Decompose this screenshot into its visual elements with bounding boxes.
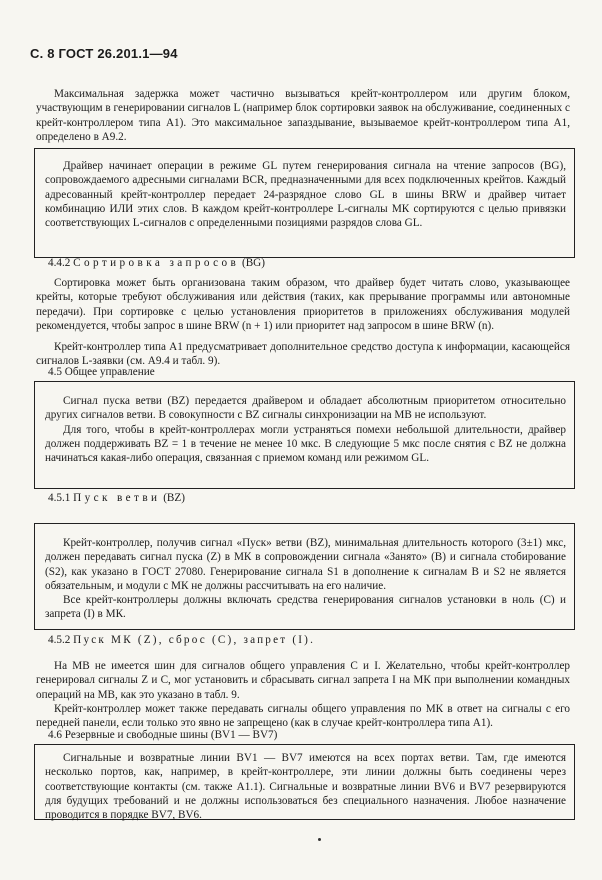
section-heading-4-6: 4.6 Резервные и свободные шины (BV1 — BV7): [48, 729, 278, 741]
section-number: 4.4.2: [48, 257, 71, 269]
boxed-paragraph: Для того, чтобы в крейт-контроллерах могли устраняться помехи небольшой длительности, драйвер должен поддерживать BZ = 1 в течение не менее 10 мкс. В следующие 5 мкс после снятия с BZ не должна начинаться какая-либо операция, связанная с приемом команд или режимом GL.: [45, 423, 566, 465]
boxed-paragraph: Сигнальные и возвратные линии BV1 — BV7 имеются на всех портах ветви. Там, где имеются несколько портов, как, например, в крейт-контроллере, эти линии должны быть соединены через соответствующие контакты (см. также А1.1). Сигнальные и возвратные линии BV6 и BV7 резервируются для будущих требований и не должны использоваться без специального назначения. Любое назначение проводится в порядке BV7, BV6.: [45, 752, 566, 822]
section-title: Сортировка запросов: [73, 257, 240, 269]
section-title-tail: (BZ): [163, 492, 185, 504]
paragraph-sorting: Сортировка может быть организована таким образом, что драйвер будет читать слово, указывающее крейты, которые требуют обслуживания или действия (таких, как прерывание программы или автономные передачи). При сортировке с целью установления приоритетов в приложениях обслуживания модулей рекомендуется, чтобы запрос в шине BRW (n + 1) или приоритет над запросом в шине BRW (n).: [36, 277, 570, 332]
page-header: С. 8 ГОСТ 26.201.1—94: [30, 46, 178, 61]
paragraph-front-panel: Крейт-контроллер может также передавать сигналы общего управления по МК в ответ на сигналы с его передней панели, если только это явно не запрещено (как в случае крейт-контроллера типа А1).: [36, 703, 570, 730]
section-title: Пуск МК (Z), сброс (С), запрет (I).: [73, 634, 316, 646]
section-title-tail: (BG): [241, 257, 265, 269]
boxed-text-branch-start: [34, 381, 575, 489]
section-heading-4-5-2: [48, 634, 315, 646]
boxed-text-gl-mode: [34, 148, 575, 258]
paragraph-max-delay: Максимальная задержка может частично вызываться крейт-контроллером или другим блоком, участвующим в генерировании сигналов L (например блок сортировки заявок на обслуживание, соединенных с крейт-контроллером типа А1). Это максимальное запаздывание, вызываемое крейт-контроллером типа А1, определено в А9.2.: [36, 88, 570, 143]
boxed-text-reserve-lines: [34, 744, 575, 820]
boxed-paragraph: Сигнал пуска ветви (BZ) передается драйвером и обладает абсолютным приоритетом относительно других сигналов ветви. В совокупности с BZ сигналы синхронизации на МВ не используют.: [45, 395, 566, 422]
paragraph-mb-buses: На МВ не имеется шин для сигналов общего управления С и I. Желательно, чтобы крейт-контроллер генерировал сигналы Z и С, мог установить и сбрасывать сигнал запрета I на МК при выполнении командных операций на МВ, как это указано в табл. 9.: [36, 660, 570, 701]
boxed-text-crate-controller: [34, 523, 575, 630]
section-title: Пуск ветви: [73, 492, 161, 504]
page-speck: [318, 838, 321, 841]
boxed-paragraph: Крейт-контроллер, получив сигнал «Пуск» ветви (BZ), минимальная длительность которого (3±1) мкс, должен передавать сигнал пуска (Z) в МК в сопровождении сигнала «Занято» (В) и сигнала стобирование (S2), как указано в ГОСТ 27080. Генерирование сигнала S1 в дополнение к сигналам В и S2 не является обязательным, и модули с МК не должны рассчитывать на его наличие.: [45, 537, 566, 592]
section-number: 4.5.2: [48, 634, 71, 646]
boxed-paragraph: Драйвер начинает операции в режиме GL путем генерирования сигнала на чтение запросов (BG), сопровождаемого адресными сигналами BCR, предназначенными для всех подключенных крейтов. Каждый адресованный крейт-контроллер передает 24-разрядное слово GL в шины BRW и драйвер читает комбинацию ИЛИ этих слов. В каждом крейт-контроллере L-сигналы МК сортируются с целью привязки соответствующих L-сигналов с определенными позициями разрядов слова GL.: [45, 160, 566, 230]
boxed-paragraph: Все крейт-контроллеры должны включать средства генерирования сигналов установки в ноль (С) и запрета (I) в МК.: [45, 594, 566, 621]
section-heading-4-5-1: [48, 492, 185, 504]
section-number: 4.5.1: [48, 492, 71, 504]
paragraph-a1-controller: Крейт-контроллер типа А1 предусматривает дополнительное средство доступа к информации, касающейся сигналов L-заявки (см. А9.4 и табл. 9).: [36, 341, 570, 368]
section-heading-4-4-2: [48, 257, 265, 269]
section-heading-4-5: 4.5 Общее управление: [48, 366, 155, 378]
